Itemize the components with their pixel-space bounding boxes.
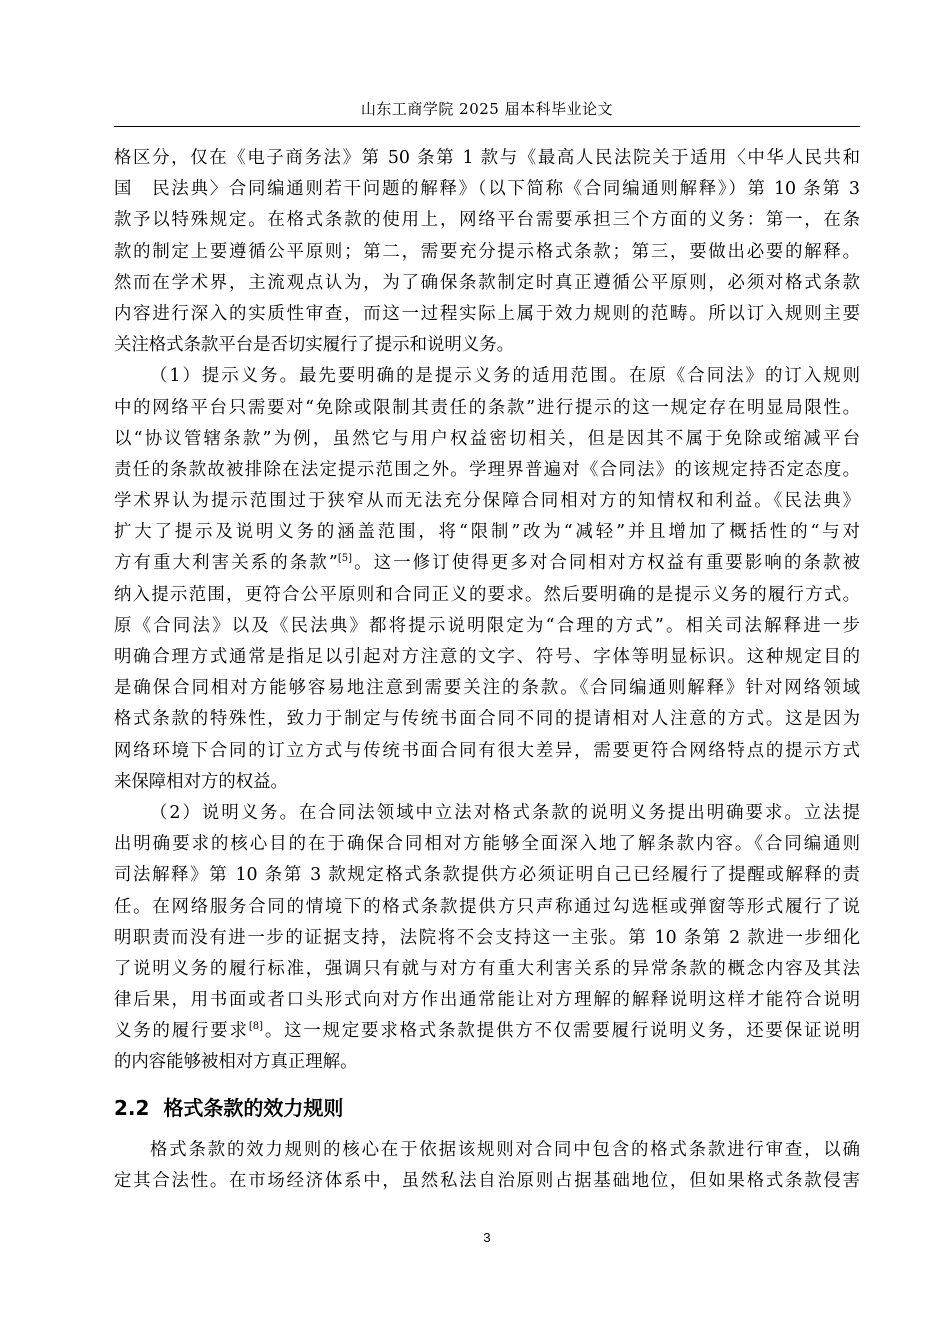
page-number: 3	[483, 1230, 491, 1245]
paragraph-reminder-duty	[114, 361, 860, 798]
text-line: 格式条款的特殊性，致力于制定与传统书面合同不同的提请相对人注意的方式。这是因为	[114, 709, 860, 730]
paragraph-explanation-duty	[114, 798, 860, 1079]
paragraph-validity-rules	[114, 1135, 860, 1197]
text-line: 律后果，用书面或者口头形式向对方作出通常能让对方理解的解释说明这样才能符合说明	[114, 990, 860, 1011]
text-line: 网络环境下合同的订立方式与传统书面合同有很大差异，需要更符合网络特点的提示方式	[114, 740, 860, 761]
text-line	[114, 548, 860, 579]
text-line: 原《合同法》以及《民法典》都将提示说明限定为“合理的方式”。相关司法解释进一步	[114, 615, 860, 636]
header-rule	[114, 126, 860, 127]
text-line: 了说明义务的履行标准，强调只有就与对方有重大利害关系的异常条款的概念内容及其法	[114, 958, 860, 979]
section-title: 格式条款的效力规则	[163, 1095, 344, 1120]
text-line: （1）提示义务。最先要明确的是提示义务的适用范围。在原《合同法》的订入规则	[150, 366, 860, 387]
body-text	[114, 143, 860, 1197]
text-line: 内容进行深入的实质性审查，而这一过程实际上属于效力规则的范畴。所以订入规则主要	[114, 303, 860, 324]
citation-ref[interactable]: [8]	[248, 1021, 263, 1033]
text-line: 出明确要求的核心目的在于确保合同相对方能够全面深入地了解条款内容。《合同编通则	[114, 834, 860, 855]
text-span: 义务的履行要求	[114, 1021, 249, 1042]
text-line: 关注格式条款平台是否切实履行了提示和说明义务。	[114, 335, 514, 356]
text-line: 国 民法典〉合同编通则若干问题的解释》（以下简称《合同编通则解释》）第 10 条第 3	[114, 179, 860, 200]
text-span: 方有重大利害关系的条款”	[114, 553, 338, 574]
paragraph-1	[114, 143, 860, 361]
text-line: （2）说明义务。在合同法领域中立法对格式条款的说明义务提出明确要求。立法提	[150, 802, 860, 823]
text-span: 。这一修订使得更多对合同相对方权益有重要影响的条款被	[351, 553, 860, 574]
section-heading	[114, 1079, 860, 1135]
text-line: 然而在学术界，主流观点认为，为了确保条款制定时真正遵循公平原则，必须对格式条款	[114, 272, 860, 293]
text-line: 明职责而没有进一步的证据支持，法院将不会支持这一主张。第 10 条第 2 款进一步细化	[114, 927, 860, 948]
text-line: 中的网络平台只需要对“免除或限制其责任的条款”进行提示的这一规定存在明显局限性。	[114, 397, 860, 418]
text-line: 定其合法性。在市场经济体系中，虽然私法自治原则占据基础地位，但如果格式条款侵害	[114, 1170, 860, 1191]
page-header: 山东工商学院 2025 届本科毕业论文	[360, 100, 614, 118]
text-line: 司法解释》第 10 条第 3 款规定格式条款提供方必须证明自己已经履行了提醒或解释的责	[114, 865, 860, 886]
text-line: 纳入提示范围，更符合公平原则和合同正义的要求。然后要明确的是提示义务的履行方式。	[114, 584, 860, 605]
text-line: 以“协议管辖条款”为例，虽然它与用户权益密切相关，但是因其不属于免除或缩减平台	[114, 428, 860, 449]
text-line: 学术界认为提示范围过于狭窄从而无法充分保障合同相对方的知情权和利益。《民法典》	[114, 491, 860, 512]
text-line: 格区分，仅在《电子商务法》第 50 条第 1 款与《最高人民法院关于适用〈中华人民共和	[114, 148, 860, 168]
text-line: 款予以特殊规定。在格式条款的使用上，网络平台需要承担三个方面的义务：第一，在条	[114, 210, 860, 231]
text-line	[114, 1016, 860, 1047]
citation-ref[interactable]: [5]	[337, 553, 352, 565]
text-span: 。这一规定要求格式条款提供方不仅需要履行说明义务，还要保证说明	[262, 1021, 860, 1042]
text-line: 任。在网络服务合同的情境下的格式条款提供方只声称通过勾选框或弹窗等形式履行了说	[114, 896, 860, 917]
text-line: 款的制定上要遵循公平原则；第二，需要充分提示格式条款；第三，要做出必要的解释。	[114, 241, 860, 262]
text-line: 格式条款的效力规则的核心在于依据该规则对合同中包含的格式条款进行审查，以确	[150, 1139, 860, 1160]
section-number: 2.2	[114, 1095, 150, 1120]
text-line: 来保障相对方的权益。	[114, 771, 288, 792]
text-line: 扩大了提示及说明义务的涵盖范围，将“限制”改为“减轻”并且增加了概括性的“与对	[114, 522, 860, 543]
text-line: 的内容能够被相对方真正理解。	[114, 1052, 358, 1073]
text-line: 责任的条款故被排除在法定提示范围之外。学理界普遍对《合同法》的该规定持否定态度。	[114, 459, 860, 480]
text-line: 明确合理方式通常是指足以引起对方注意的文字、符号、字体等明显标识。这种规定目的	[114, 647, 860, 667]
text-line: 是确保合同相对方能够容易地注意到需要关注的条款。《合同编通则解释》针对网络领域	[114, 678, 860, 699]
